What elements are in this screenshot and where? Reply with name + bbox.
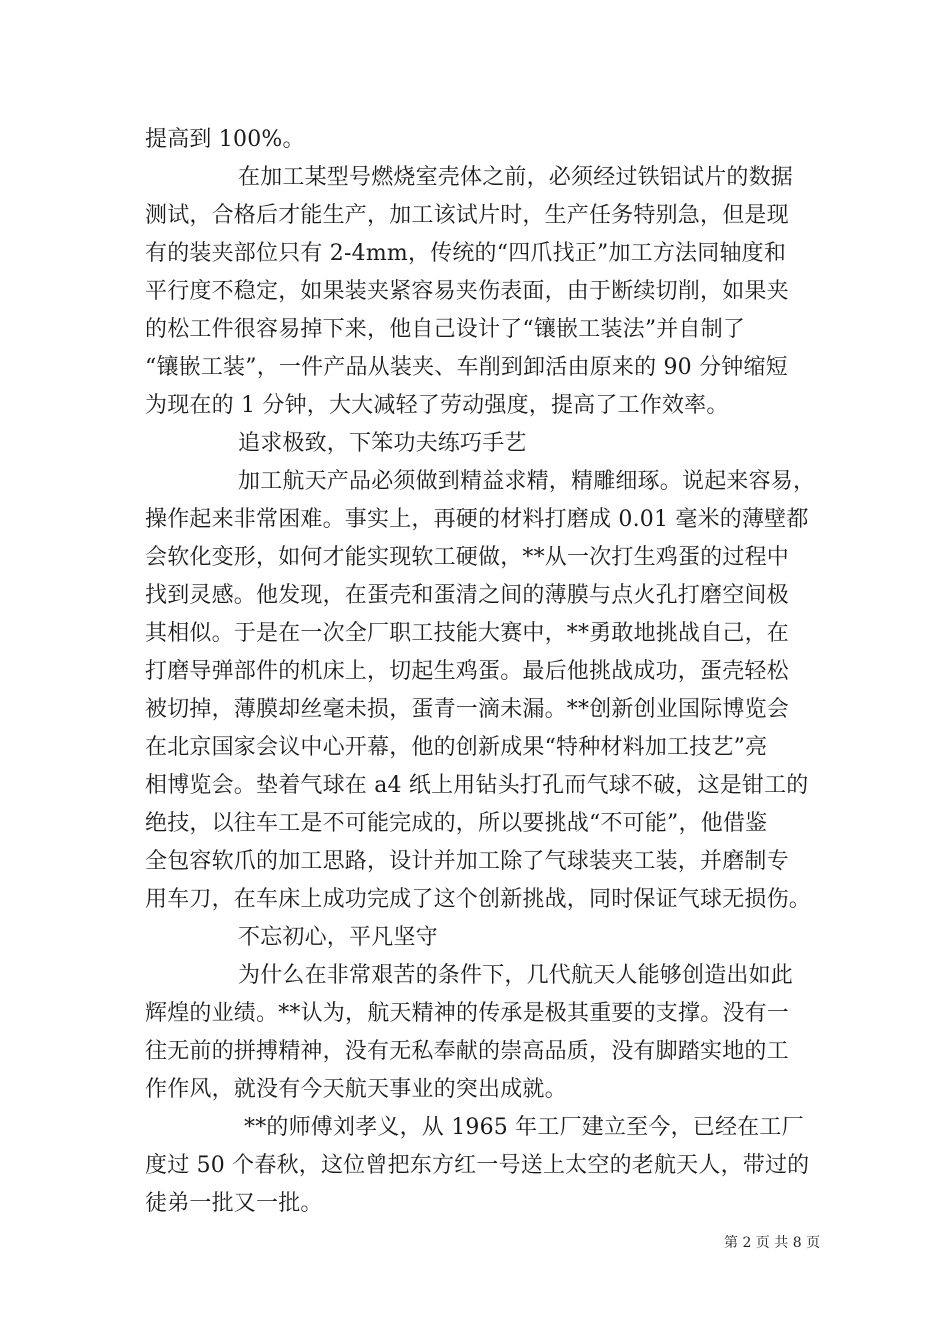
paragraph-start: 在加工某型号燃烧室壳体之前，必须经过铁铝试片的数据 (238, 165, 794, 190)
text-line: 平行度不稳定，如果装夹紧容易夹伤表面，由于断续切削，如果夹 (145, 279, 789, 304)
text-line: 被切掉，薄膜却丝毫未损，蛋青一滴未漏。**创新创业国际博览会 (145, 697, 790, 722)
text-line: 其相似。于是在一次全厂职工技能大赛中，**勇敢地挑战自己，在 (145, 621, 790, 646)
text-line: 作作风，就没有今天航天事业的突出成就。 (145, 1077, 567, 1102)
text-line: 操作起来非常困难。事实上，再硬的材料打磨成 0.01 毫米的薄壁都 (145, 507, 809, 532)
text-line: 度过 50 个春秋，这位曾把东方红一号送上太空的老航天人，带过的 (145, 1153, 810, 1178)
text-line: 在北京国家会议中心开幕，他的创新成果“特种材料加工技艺”亮 (145, 735, 768, 760)
text-line: 找到灵感。他发现，在蛋壳和蛋清之间的薄膜与点火孔打磨空间极 (145, 583, 789, 608)
text-line: 打磨导弹部件的机床上，切起生鸡蛋。最后他挑战成功，蛋壳轻松 (145, 659, 789, 684)
text-line: 的松工件很容易掉下来，他自己设计了“镶嵌工装法”并自制了 (145, 317, 746, 342)
text-line: 绝技，以往车工是不可能完成的，所以要挑战“不可能”，他借鉴 (145, 811, 768, 836)
paragraph-start: 加工航天产品必须做到精益求精，精雕细琢。说起来容易， (238, 469, 816, 494)
paragraph-start: **的师傅刘孝义，从 1965 年工厂建立至今，已经在工厂 (244, 1115, 804, 1140)
text-line: 会软化变形，如何才能实现软工硬做，**从一次打生鸡蛋的过程中 (145, 545, 790, 570)
text-line: 用车刀，在车床上成功完成了这个创新挑战，同时保证气球无损伤。 (145, 887, 812, 912)
text-line: 提高到 100%。 (145, 127, 305, 152)
text-line: 辉煌的业绩。**认为，航天精神的传承是极其重要的支撑。没有一 (145, 1001, 790, 1026)
text-line: 测试，合格后才能生产，加工该试片时，生产任务特别急，但是现 (145, 203, 789, 228)
text-line: “镶嵌工装”，一件产品从装夹、车削到卸活由原来的 90 分钟缩短 (145, 355, 788, 380)
text-line: 徒弟一批又一批。 (145, 1191, 323, 1216)
section-heading: 追求极致，下笨功夫练巧手艺 (238, 431, 527, 456)
text-line: 往无前的拼搏精神，没有无私奉献的崇高品质，没有脚踏实地的工 (145, 1039, 789, 1064)
text-line: 相博览会。垫着气球在 a4 纸上用钻头打孔而气球不破，这是钳工的 (145, 773, 809, 798)
section-heading: 不忘初心，平凡坚守 (238, 925, 438, 950)
paragraph-start: 为什么在非常艰苦的条件下，几代航天人能够创造出如此 (238, 963, 794, 988)
text-line: 有的装夹部位只有 2-4mm，传统的“四爪找正”加工方法同轴度和 (145, 241, 787, 266)
text-line: 全包容软爪的加工思路，设计并加工除了气球装夹工装，并磨制专 (145, 849, 789, 874)
text-line: 为现在的 1 分钟，大大减轻了劳动强度，提高了工作效率。 (145, 393, 729, 418)
page-number: 第 2 页 共 8 页 (724, 1235, 821, 1251)
